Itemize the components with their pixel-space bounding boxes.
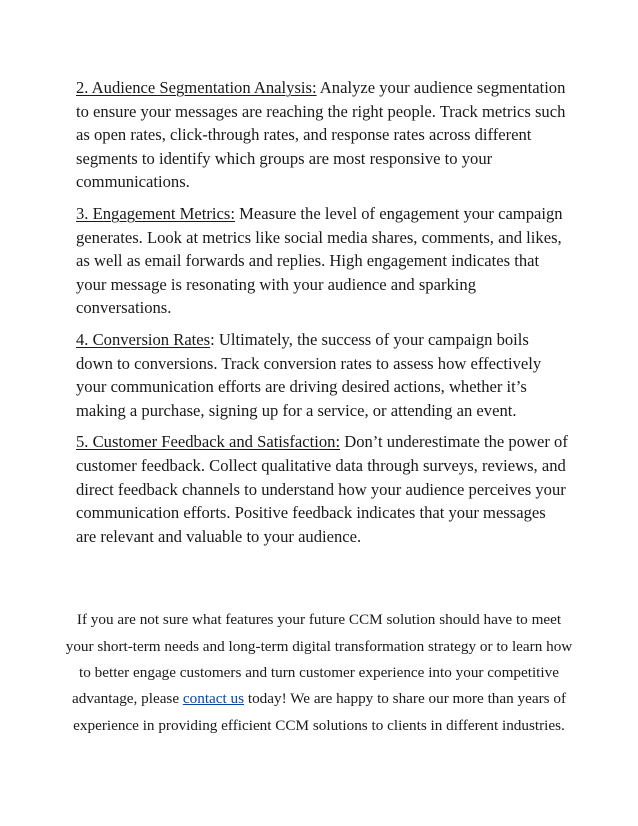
- section-audience-segmentation: [76, 76, 568, 194]
- section-heading: 3. Engagement Metrics:: [76, 203, 235, 223]
- contact-us-link[interactable]: contact us: [182, 690, 245, 708]
- document-page: [76, 76, 568, 556]
- section-body: : Ultimately, the success of your campaign boils down to conversions. Track conversion rates to assess how effectively your communication efforts are driving desired actions, whether it’s making a purchase, signing up for a service, or attending an event.: [76, 329, 542, 420]
- section-heading: 4. Conversion Rates: [76, 329, 211, 349]
- section-heading: 2. Audience Segmentation Analysis:: [76, 78, 317, 97]
- section-customer-feedback: [76, 430, 568, 548]
- section-conversion-rates: [76, 328, 568, 422]
- closing-text-before-link: If you are not sure what features your future CCM solution should have to meet your short-term needs and long-term digital transformation strategy or to learn how to better engage customers and turn customer experience into your competitive advantage, please: [65, 611, 573, 708]
- section-body: Measure the level of engagement your campaign generates. Look at metrics like social media shares, comments, and likes, as well as email forwards and replies. High engagement indicates that your message is resonating with your audience and sparking conversations.: [76, 203, 563, 318]
- section-engagement-metrics: [76, 202, 568, 320]
- section-body: Don’t underestimate the power of customer feedback. Collect qualitative data through surveys, reviews, and direct feedback channels to understand how your audience perceives your communication efforts. Positive feedback indicates that your messages are relevant and valuable to your audience.: [76, 432, 568, 546]
- section-body: Analyze your audience segmentation to ensure your messages are reaching the right people. Track metrics such as open rates, click-through rates, and response rates across different segments to identify which groups are most responsive to your communications.: [76, 78, 566, 192]
- section-heading: 5. Customer Feedback and Satisfaction:: [76, 432, 341, 452]
- closing-text-after-link: today! We are happy to share our more than years of experience in providing efficient CCM solutions to clients in different industries.: [73, 690, 567, 734]
- closing-paragraph: [62, 607, 576, 739]
